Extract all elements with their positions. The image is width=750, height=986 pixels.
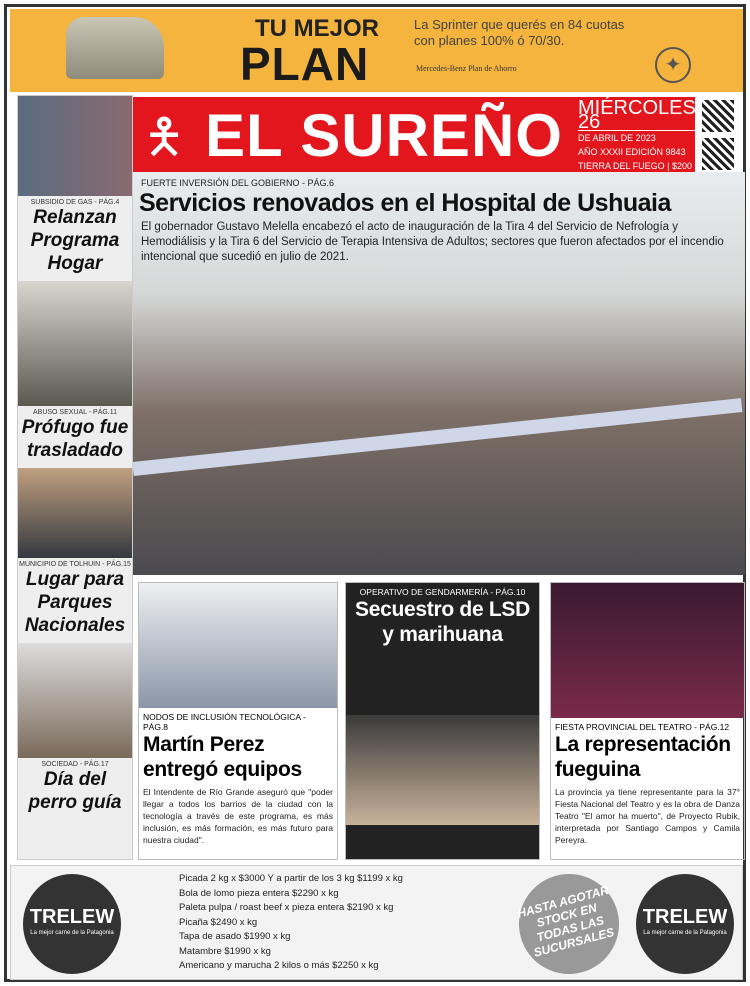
van-image	[66, 17, 164, 79]
main-story	[133, 172, 745, 575]
price-item: Picada 2 kg x $3000 Y a partir de los 3 kg $1199 x kg	[179, 873, 403, 884]
article	[550, 582, 745, 860]
main-headline[interactable]: Servicios renovados en el Hospital de Ushuaia	[139, 189, 671, 217]
price-item: Tapa de asado $1990 x kg	[179, 931, 291, 942]
article-photo	[139, 583, 337, 708]
sidebar-kicker: MUNICIPIO DE TOLHUIN - PÁG.15	[19, 561, 131, 568]
top-advertisement[interactable]	[10, 9, 743, 92]
article	[138, 582, 338, 860]
sidebar-headline[interactable]: Día del perro guía	[28, 769, 122, 813]
newspaper-boy-logo-icon: 🯅	[143, 111, 186, 164]
sidebar-headline[interactable]: Relanzan Programa Hogar	[30, 207, 120, 274]
edition-info	[578, 97, 696, 173]
article-kicker: OPERATIVO DE GENDARMERÍA - PÁG.10	[359, 587, 526, 597]
sidebar-photo	[18, 96, 132, 196]
article-headline[interactable]: La representación fueguina	[555, 733, 731, 781]
mercedes-logo-icon: ✦	[655, 47, 691, 83]
trelew-logo	[23, 874, 121, 974]
article-photo	[346, 715, 539, 825]
stock-badge: HASTA AGOTAR STOCK EN TODAS LAS SUCURSALES	[508, 863, 630, 985]
sidebar-headline[interactable]: Prófugo fue trasladado	[21, 417, 129, 461]
sidebar-kicker: ABUSO SEXUAL - PÁG.11	[32, 409, 118, 416]
bottom-advertisement[interactable]	[10, 865, 743, 980]
ribbon-image	[132, 398, 742, 476]
date-day: MIÉRCOLES 26	[578, 97, 696, 133]
trelew-logo	[636, 874, 734, 974]
region-price: TIERRA DEL FUEGO | $200	[578, 161, 693, 171]
sidebar-kicker: SOCIEDAD - PÁG.17	[41, 761, 109, 768]
date: DE ABRIL DE 2023	[578, 133, 656, 143]
article-body: El Intendente de Río Grande aseguró que "poder llegar a todos los barrios de la ciudad con la tecnología a través de este programa, es más inclusión, es más formación, es más futuro para nuestra ciudad".	[143, 787, 333, 845]
brand: TRELEW	[29, 906, 115, 928]
main-kicker: FUERTE INVERSIÓN DEL GOBIERNO - PÁG.6	[141, 178, 335, 188]
price-item: Paleta pulpa / roast beef x pieza entera $2190 x kg	[179, 902, 394, 913]
article	[345, 582, 540, 860]
article-kicker: NODOS DE INCLUSIÓN TECNOLÓGICA - PÁG.8	[143, 712, 306, 732]
tagline: La mejor carne de la Patagonia	[643, 930, 727, 936]
price-item: Americano y marucha 2 kilos o más $2250 x kg	[179, 960, 379, 971]
edition: AÑO XXXII EDICIÓN 9843	[578, 147, 686, 157]
sidebar	[17, 95, 133, 860]
article-photo	[551, 583, 744, 718]
ad-line2: PLAN	[240, 38, 370, 90]
article-headline[interactable]: Secuestro de LSD y marihuana	[355, 598, 530, 646]
brand: TRELEW	[642, 906, 728, 928]
main-deck: El gobernador Gustavo Melella encabezó el acto de inauguración de la Tira 4 del Servicio de Nefrología y Hemodiálisis y la Tira 6 del Servicio de Terapia Intensiva de Adultos; sectores que fueron afectados por el incendio intencional que sucedió en julio de 2021.	[141, 221, 724, 263]
newspaper-title: EL SUREÑO	[205, 102, 563, 169]
article-body: La provincia ya tiene representante para la 37° Fiesta Nacional del Teatro y es la obra de Danza Teatro "El amor ha muerto", de Proyecto Rubik, interpretada por Santiago Campos y Camila Pereyra.	[555, 787, 740, 845]
sidebar-photo	[18, 281, 132, 406]
qr-code-icon[interactable]	[700, 136, 736, 172]
article-body: El conductor de un auto y su acompañante quedaron supeditados a una causa por tenencia de estupefacientes. Gendarmes hallaron droga sintética y marihuana distribuida en el interior de una billetera y en una mochila.	[351, 652, 534, 710]
sidebar-headline[interactable]: Lugar para Parques Nacionales	[24, 569, 126, 636]
price-item: Matambre $1990 x kg	[179, 945, 271, 957]
ad-copy: La Sprinter que querés en 84 cuotas con planes 100% ó 70/30.	[414, 17, 625, 48]
sidebar-photo	[18, 468, 132, 558]
masthead	[133, 97, 695, 172]
price-list	[179, 872, 403, 974]
qr-code-icon[interactable]	[700, 98, 736, 134]
sidebar-photo	[18, 643, 132, 758]
ad-line1: TU MEJOR	[255, 15, 380, 42]
article-headline[interactable]: Martín Perez entregó equipos	[143, 733, 302, 781]
tagline: La mejor carne de la Patagonia	[30, 930, 114, 936]
price-item: Picaña $2490 x kg	[179, 916, 258, 928]
price-item: Bola de lomo pieza entera $2290 x kg	[179, 887, 339, 899]
ad-brand: Mercedes-Benz Plan de Ahorro	[416, 64, 517, 73]
article-kicker: FIESTA PROVINCIAL DEL TEATRO - PÁG.12	[555, 722, 730, 732]
sidebar-kicker: SUBSIDIO DE GAS - PÁG.4	[30, 199, 120, 206]
